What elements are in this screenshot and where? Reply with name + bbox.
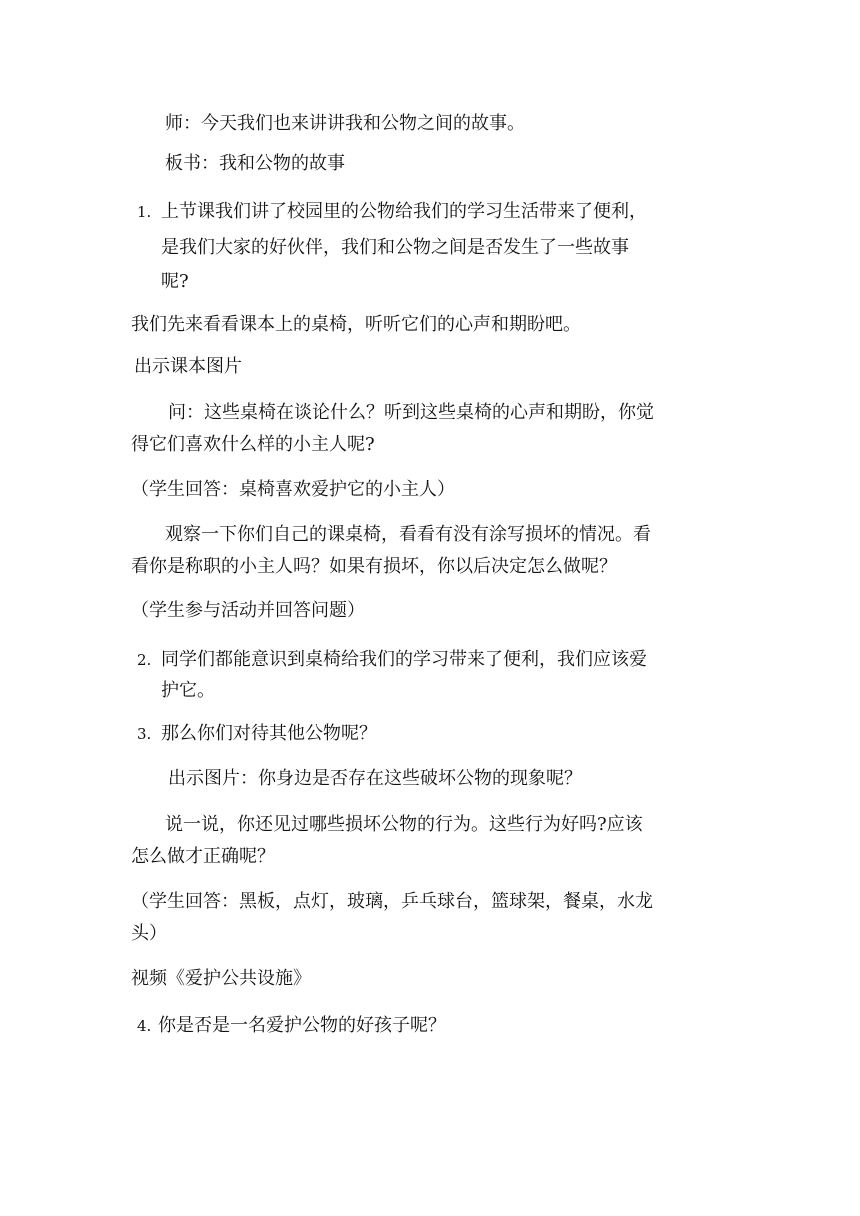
list-number-3: 3. [137, 725, 152, 743]
blackboard-title-line: 板书：我和公物的故事 [165, 153, 345, 174]
desk-chair-intro-line: 我们先来看看课本上的桌椅，听听它们的心声和期盼吧。 [131, 314, 581, 335]
list-number-2: 2. [137, 651, 152, 669]
question1-line1: 问：这些桌椅在谈论什么？听到这些桌椅的心声和期盼，你觉 [168, 402, 654, 423]
student-answer-2-line1: （学生回答：黑板，点灯，玻璃，乒乓球台，篮球架，餐桌，水龙 [131, 891, 653, 912]
observe-line2: 看你是称职的小主人吗？如果有损坏，你以后决定怎么做呢？ [131, 556, 617, 577]
item2-line2: 护它。 [161, 680, 215, 701]
item3-line1: 那么你们对待其他公物呢？ [161, 723, 377, 744]
show-textbook-picture-line: 出示课本图片 [134, 356, 242, 377]
discussion-line1: 说一说，你还见过哪些损坏公物的行为。这些行为好吗?应该 [165, 814, 643, 835]
item2-line1: 同学们都能意识到桌椅给我们的学习带来了便利，我们应该爱 [161, 649, 647, 670]
item1-line1: 上节课我们讲了校园里的公物给我们的学习生活带来了便利， [161, 201, 647, 222]
student-activity-line: （学生参与活动并回答问题） [131, 600, 365, 621]
item1-line2: 是我们大家的好伙伴，我们和公物之间是否发生了一些故事 [161, 237, 629, 258]
item4-line1: 你是否是一名爱护公物的好孩子呢？ [158, 1015, 446, 1036]
discussion-line2: 怎么做才正确呢？ [131, 846, 275, 867]
list-number-1: 1. [137, 203, 152, 221]
teacher-intro-line: 师：今天我们也来讲讲我和公物之间的故事。 [165, 113, 525, 134]
list-number-4: 4. [137, 1017, 152, 1035]
show-picture-line: 出示图片：你身边是否存在这些破坏公物的现象呢？ [168, 768, 582, 789]
item1-line3: 呢? [161, 271, 189, 292]
question1-line2: 得它们喜欢什么样的小主人呢? [131, 434, 375, 455]
student-answer-2-line2: 头） [131, 923, 167, 944]
observe-line1: 观察一下你们自己的课桌椅，看看有没有涂写损坏的情况。看 [165, 524, 651, 545]
video-title-line: 视频《爱护公共设施》 [131, 968, 311, 989]
student-answer-1: （学生回答：桌椅喜欢爱护它的小主人） [131, 479, 455, 500]
